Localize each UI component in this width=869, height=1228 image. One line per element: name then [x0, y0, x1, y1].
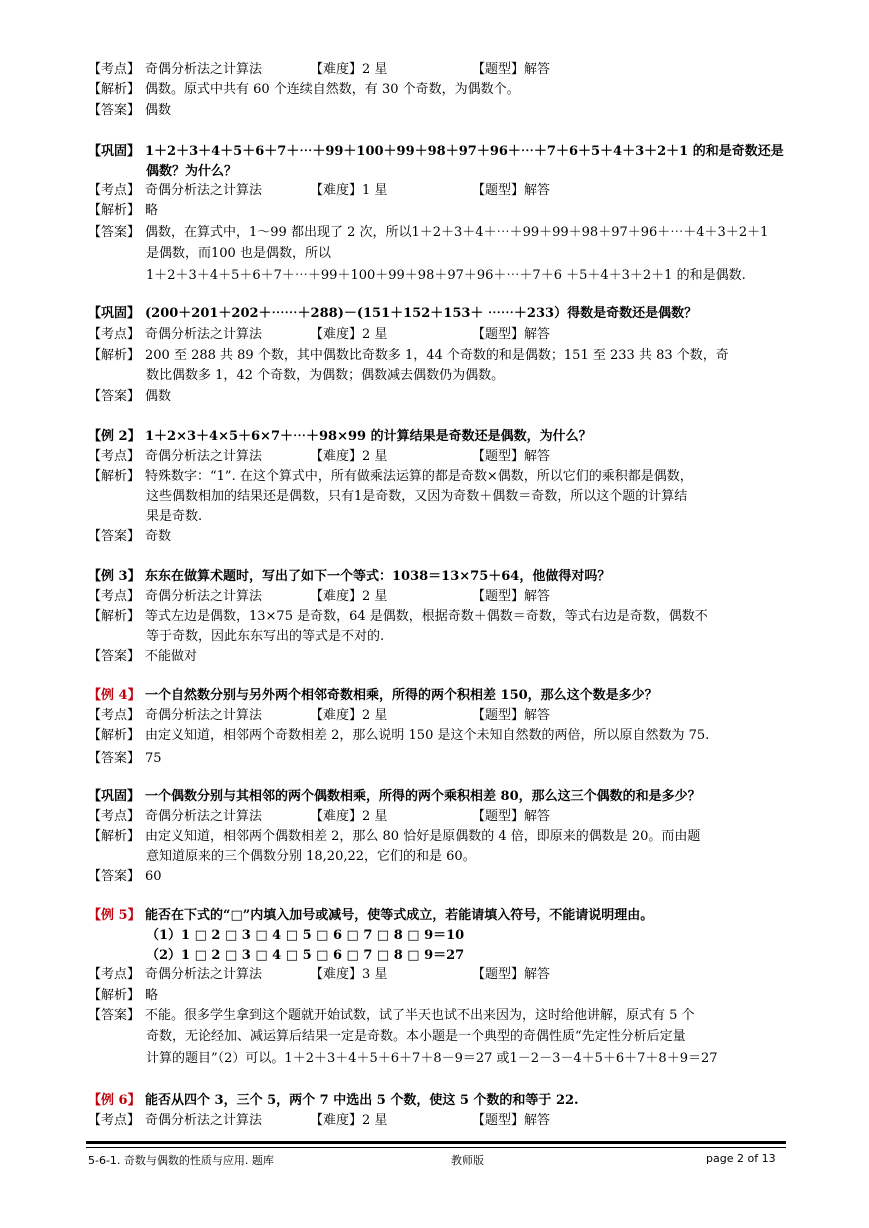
jiexi-row: 【解析】 200 至 288 共 89 个数，其中偶数比奇数多 1，44 个奇数的和是偶数；151 至 233 共 83 个数，奇 — [88, 348, 729, 363]
question-row: 【例 5】 能否在下式的“□”内填入加号或减号，使等式成立，若能请填入符号，不能请说明理由。 — [88, 908, 654, 923]
daan-cont: 计算的题目”（2）可以。1＋2＋3＋4＋5＋6＋7＋8－9＝27 或1－2－3－4＋5＋6＋7＋8＋9＝27 — [146, 1051, 718, 1066]
daan-row: 【答案】 不能。很多学生拿到这个题就开始试数，试了半天也试不出来因为，这时给他讲解，原式有 5 个 — [88, 1008, 695, 1023]
question-row: 【例 4】 一个自然数分别与另外两个相邻奇数相乘，所得的两个积相差 150，那么这个数是多少？ — [88, 688, 658, 703]
question-row: 【巩固】 1＋2＋3＋4＋5＋6＋7＋⋯＋99＋100＋99＋98＋97＋96＋⋯＋7＋6＋5＋4＋3＋2＋1 的和是奇数还是 — [88, 144, 784, 159]
kaodian-row: 【考点】 奇偶分析法之计算法 【难度】2 星 【题型】解答 — [88, 449, 551, 464]
daan-cont: 是偶数，而100 也是偶数，所以 — [146, 246, 331, 261]
question-row: 【例 6】 能否从四个 3，三个 5，两个 7 中选出 5 个数，使这 5 个数的和等于 22. — [88, 1093, 579, 1108]
question-row: 【例 2】 1＋2×3＋4×5＋6×7＋⋯＋98×99 的计算结果是奇数还是偶数，为什么？ — [88, 429, 592, 444]
daan-row: 【答案】 偶数，在算式中，1～99 都出现了 2 次，所以1＋2＋3＋4＋⋯＋99＋99＋98＋97＋96＋⋯＋4＋3＋2＋1 — [88, 225, 769, 240]
daan-cont: 1＋2＋3＋4＋5＋6＋7＋⋯＋99＋100＋99＋98＋97＋96＋⋯＋7＋6 ＋5＋4＋3＋2＋1 的和是偶数. — [146, 268, 746, 283]
jiexi-row: 【解析】 偶数。原式中共有 60 个连续自然数，有 30 个奇数，为偶数个。 — [88, 82, 520, 97]
daan-row: 【答案】 奇数 — [88, 529, 172, 544]
jiexi-row: 【解析】 略 — [88, 203, 159, 218]
daan-row: 【答案】 75 — [88, 751, 162, 766]
question-row: 【巩固】 (200＋201＋202＋⋯⋯＋288)－(151＋152＋153＋ ⋯⋯＋233）得数是奇数还是偶数？ — [88, 306, 698, 321]
jiexi-cont: 意知道原来的三个偶数分别 18,20,22，它们的和是 60。 — [146, 849, 476, 864]
jiexi-cont: 果是奇数. — [146, 509, 203, 524]
kaodian-row: 【考点】 奇偶分析法之计算法 【难度】2 星 【题型】解答 — [88, 589, 551, 604]
daan-row: 【答案】 不能做对 — [88, 649, 198, 664]
jiexi-row: 【解析】 略 — [88, 988, 159, 1003]
kaodian-row: 【考点】 奇偶分析法之计算法 【难度】3 星 【题型】解答 — [88, 967, 551, 982]
daan-cont: 奇数，无论经加、减运算后结果一定是奇数。本小题是一个典型的奇偶性质“先定性分析后定量 — [146, 1029, 686, 1044]
jiexi-row: 【解析】 等式左边是偶数，13×75 是奇数，64 是偶数，根据奇数＋偶数＝奇数，等式右边是奇数，偶数不 — [88, 609, 708, 624]
jiexi-row: 【解析】 由定义知道，相邻两个奇数相差 2，那么说明 150 是这个未知自然数的两倍，所以原自然数为 75. — [88, 728, 710, 743]
footer-rule-thin — [86, 1147, 786, 1148]
footer-page-number: page 2 of 13 — [706, 1152, 776, 1165]
question-cont: （1）1 □ 2 □ 3 □ 4 □ 5 □ 6 □ 7 □ 8 □ 9＝10 — [146, 928, 465, 943]
jiexi-cont: 这些偶数相加的结果还是偶数，只有1是奇数，又因为奇数＋偶数＝奇数，所以这个题的计算结 — [146, 489, 688, 504]
daan-row: 【答案】 偶数 — [88, 389, 172, 404]
question-row: 【巩固】 一个偶数分别与其相邻的两个偶数相乘，所得的两个乘积相差 80，那么这三个偶数的和是多少？ — [88, 789, 701, 804]
kaodian-row: 【考点】 奇偶分析法之计算法 【难度】2 星 【题型】解答 — [88, 809, 551, 824]
kaodian-row: 【考点】 奇偶分析法之计算法 【难度】2 星 【题型】解答 — [88, 708, 551, 723]
kaodian-row: 【考点】 奇偶分析法之计算法 【难度】2 星 【题型】解答 — [88, 327, 551, 342]
footer-left: 5-6-1. 奇数与偶数的性质与应用. 题库 — [88, 1154, 274, 1167]
kaodian-row: 【考点】 奇偶分析法之计算法 【难度】2 星 【题型】解答 — [88, 1113, 551, 1128]
jiexi-cont: 数比偶数多 1，42 个奇数，为偶数；偶数减去偶数仍为偶数。 — [146, 368, 505, 383]
jiexi-row: 【解析】 由定义知道，相邻两个偶数相差 2，那么 80 恰好是原偶数的 4 倍，即原来的偶数是 20。而由题 — [88, 829, 701, 844]
kaodian-row: 【考点】 奇偶分析法之计算法 【难度】2 星 【题型】解答 — [88, 62, 551, 77]
daan-row: 【答案】 偶数 — [88, 103, 172, 118]
jiexi-cont: 等于奇数，因此东东写出的等式是不对的. — [146, 629, 385, 644]
kaodian-row: 【考点】 奇偶分析法之计算法 【难度】1 星 【题型】解答 — [88, 183, 551, 198]
footer-rule — [86, 1141, 786, 1144]
footer-center: 教师版 — [451, 1154, 484, 1167]
question-cont: 偶数？为什么？ — [146, 164, 238, 179]
question-cont: （2）1 □ 2 □ 3 □ 4 □ 5 □ 6 □ 7 □ 8 □ 9＝27 — [146, 948, 465, 963]
question-row: 【例 3】 东东在做算术题时，写出了如下一个等式：1038＝13×75＋64，他做得对吗？ — [88, 569, 611, 584]
daan-row: 【答案】 60 — [88, 869, 162, 884]
jiexi-row: 【解析】 特殊数字：“1”. 在这个算式中，所有做乘法运算的都是奇数×偶数，所以它们的乘积都是偶数， — [88, 469, 693, 484]
